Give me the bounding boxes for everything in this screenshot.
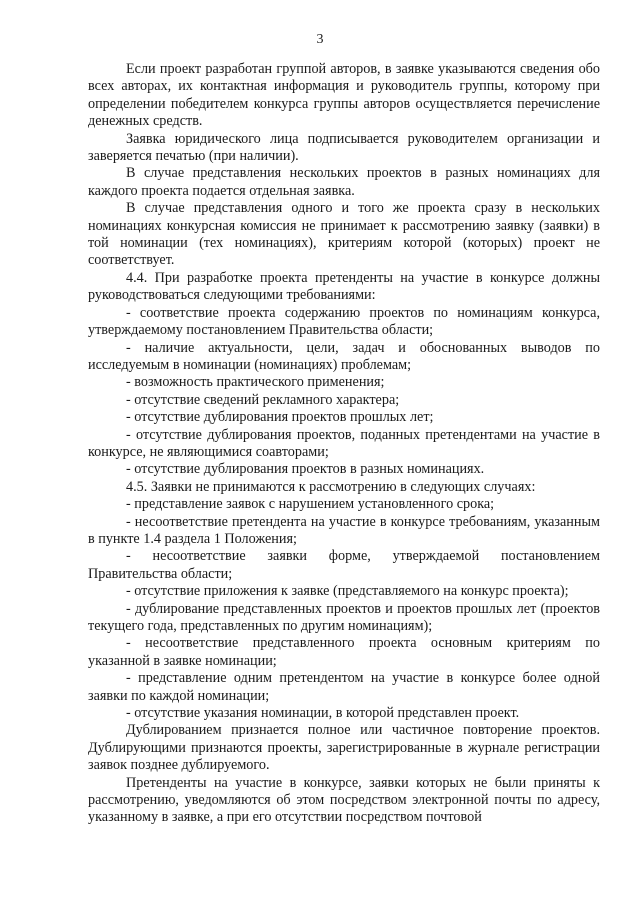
list-item-rejection-case: - отсутствие приложения к заявке (представляемого на конкурс проекта); <box>126 583 569 600</box>
list-item-requirement: - отсутствие сведений рекламного характера; <box>126 391 400 408</box>
list-item-requirement: - возможность практического применения; <box>126 374 385 391</box>
list-item-rejection-case: - дублирование представленных проектов и проектов прошлых лет (проектов текущего года, представленных по другим номинациям); <box>88 600 600 634</box>
list-item-rejection-case: - отсутствие указания номинации, в которой представлен проект. <box>126 705 520 722</box>
paragraph-authors-group: Если проект разработан группой авторов, в заявке указываются сведения обо всех авторах, их контактная информация и руководитель группы, которому при определении победителем конкурса группы авторов осуществляется перечисление денежных средств. <box>88 61 600 130</box>
paragraph-multiple-projects: В случае представления нескольких проектов в разных номинациях для каждого проекта подается отдельная заявка. <box>88 165 600 199</box>
list-item-requirement: - отсутствие дублирования проектов прошлых лет; <box>126 409 434 426</box>
list-item-rejection-case: - несоответствие претендента на участие в конкурсе требованиям, указанным в пункте 1.4 раздела 1 Положения; <box>88 513 600 547</box>
list-item-requirement: - наличие актуальности, цели, задач и обоснованных выводов по исследуемым в номинации (номинациях) проблемам; <box>88 339 600 373</box>
paragraph-same-project-nominations: В случае представления одного и того же проекта сразу в нескольких номинациях конкурсная комиссия не принимает к рассмотрению заявку (заявки) в той номинации (тех номинациях), критериям которой (которых) проект не соответствует. <box>88 200 600 269</box>
list-item-rejection-case: - несоответствие представленного проекта основным критериям по указанной в заявке номинации; <box>88 635 600 669</box>
list-item-rejection-case: - представление заявок с нарушением установленного срока; <box>126 496 495 513</box>
paragraph-section-4-5: 4.5. Заявки не принимаются к рассмотрению в следующих случаях: <box>126 478 536 495</box>
paragraph-duplication-definition: Дублированием признается полное или частичное повторение проектов. Дублирующими признаются проекты, зарегистрированные в журнале регистрации заявок позднее дублируемого. <box>88 722 600 774</box>
list-item-requirement: - отсутствие дублирования проектов в разных номинациях. <box>126 461 485 478</box>
paragraph-rejected-notification: Претенденты на участие в конкурсе, заявки которых не были приняты к рассмотрению, уведомляются об этом посредством электронной почты по адресу, указанному в заявке, а при его отсутствии посредством почтовой <box>88 774 600 826</box>
list-item-rejection-case: - несоответствие заявки форме, утверждаемой постановлением Правительства области; <box>88 548 600 582</box>
page-number: 3 <box>316 32 324 47</box>
list-item-requirement: - отсутствие дублирования проектов, поданных претендентами на участие в конкурсе, не являющимися соавторами; <box>88 426 600 460</box>
paragraph-legal-entity-signature: Заявка юридического лица подписывается руководителем организации и заверяется печатью (при наличии). <box>88 130 600 165</box>
document-body <box>88 61 600 827</box>
list-item-rejection-case: - представление одним претендентом на участие в конкурсе более одной заявки по каждой номинации; <box>88 670 600 704</box>
list-item-requirement: - соответствие проекта содержанию проектов по номинациям конкурса, утверждаемому постановлением Правительства области; <box>88 304 600 339</box>
paragraph-section-4-4: 4.4. При разработке проекта претенденты на участие в конкурсе должны руководствоваться следующими требованиями: <box>88 269 600 304</box>
